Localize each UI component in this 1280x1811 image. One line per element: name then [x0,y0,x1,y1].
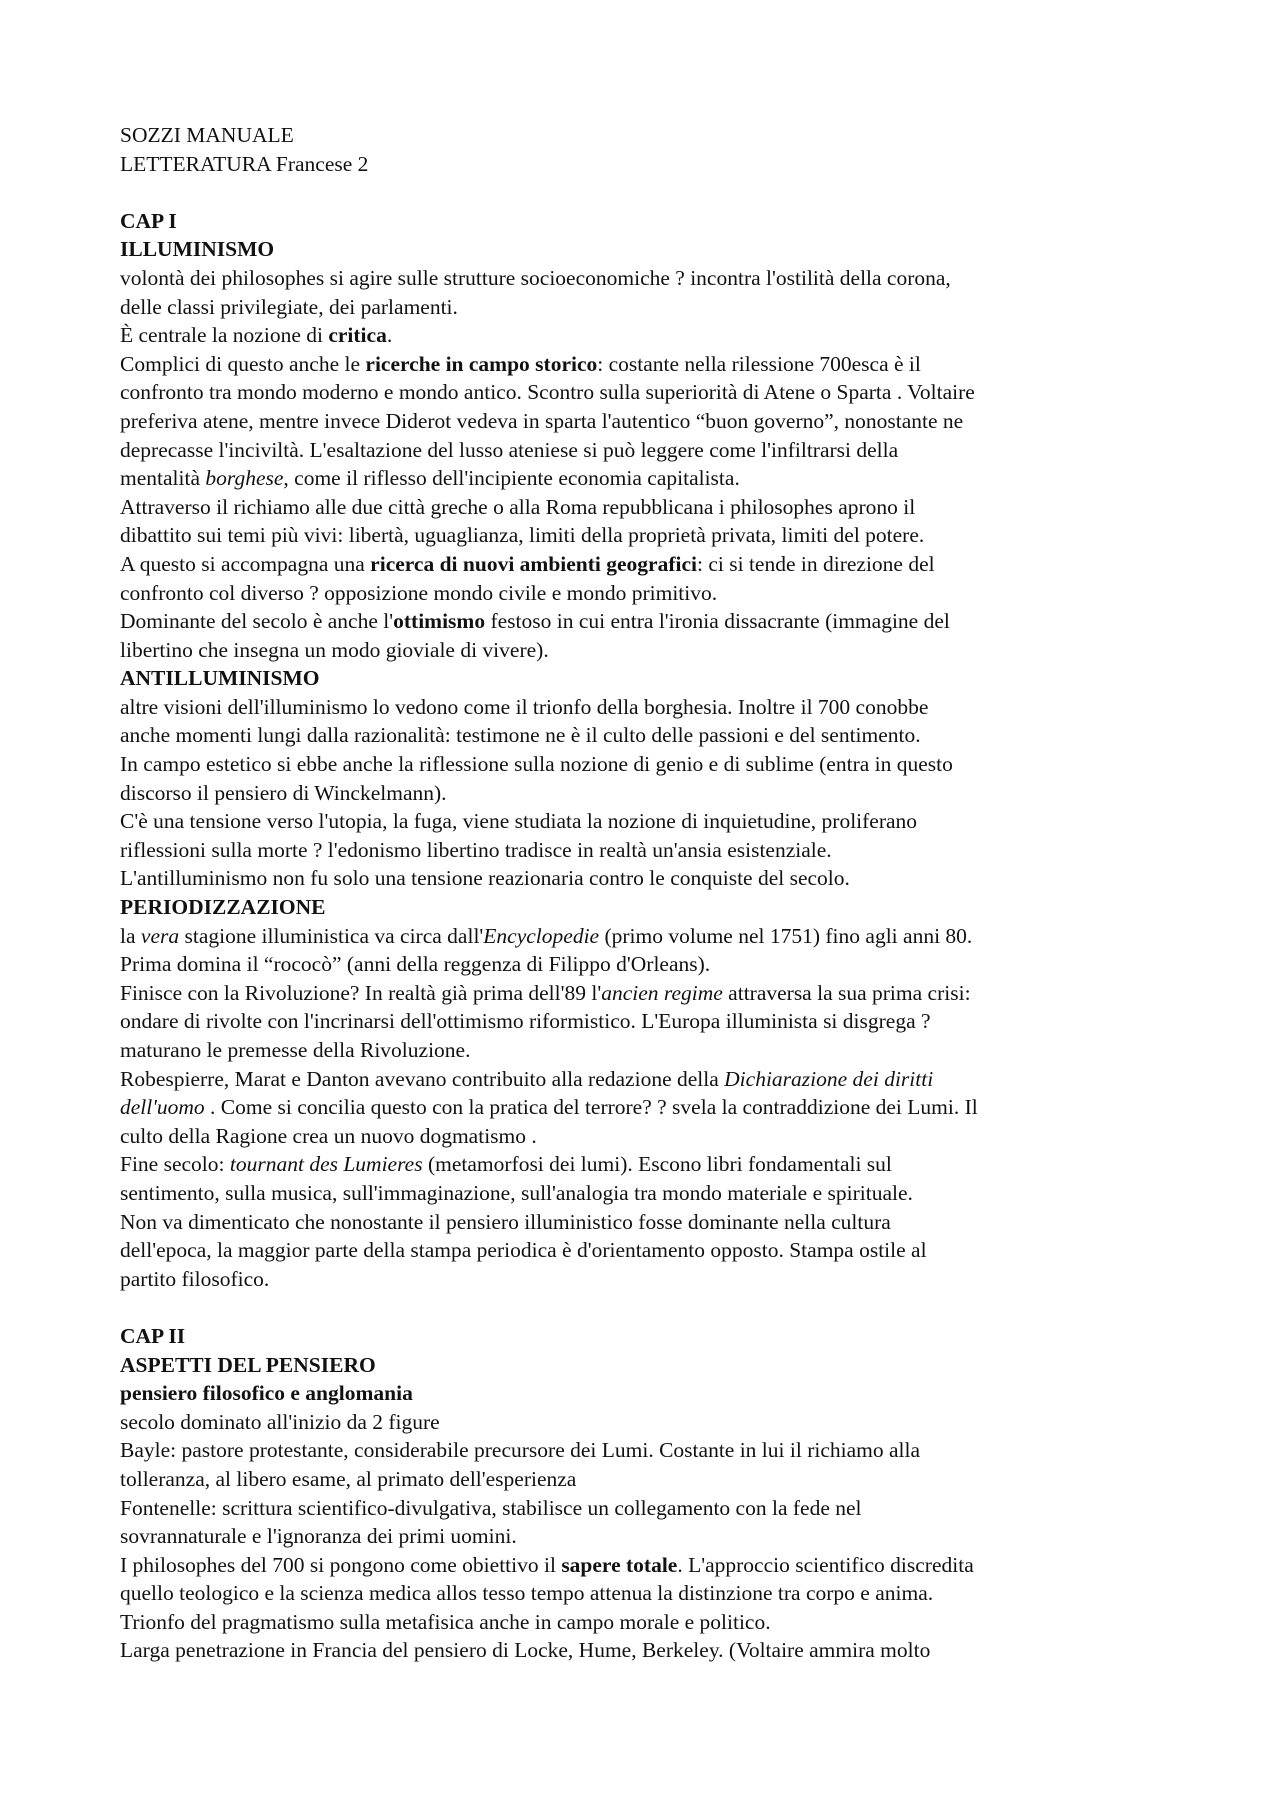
blank-line [120,1293,1180,1322]
section-heading-illuminismo: ILLUMINISMO [120,237,275,262]
paragraph-line: delle classi privilegiate, dei parlamenti. [120,294,458,319]
paragraph-line: riflessioni sulla morte ? l'edonismo libertino tradisce in realtà un'ansia esistenziale. [120,837,832,862]
paragraph-line: deprecasse l'inciviltà. L'esaltazione del lusso ateniese si può leggere come l'infiltrarsi della [120,437,899,462]
paragraph-line: Fontenelle: scrittura scientifico-divulgativa, stabilisce un collegamento con la fede nel [120,1495,862,1520]
blank-line [120,178,1180,207]
chapter-heading-cap-ii: CAP II [120,1323,186,1348]
chapter-heading-cap-i: CAP I [120,208,177,233]
paragraph-line: secolo dominato all'inizio da 2 figure [120,1409,440,1434]
subsection-heading-pensiero-filosofico: pensiero filosofico e anglomania [120,1381,413,1406]
italic-term: Dichiarazione dei diritti [724,1066,934,1091]
paragraph-line: confronto col diverso ? opposizione mondo civile e mondo primitivo. [120,580,718,605]
paragraph-line: Robespierre, Marat e Danton avevano contribuito alla redazione della Dichiarazione dei diritti [120,1066,934,1091]
paragraph-line: Finisce con la Rivoluzione? In realtà già prima dell'89 l'ancien regime attraversa la sua prima crisi: [120,980,971,1005]
paragraph-line: Complici di questo anche le ricerche in campo storico: costante nella rilessione 700esca è il [120,351,921,376]
paragraph-line: Bayle: pastore protestante, considerabile precursore dei Lumi. Costante in lui il richiamo alla [120,1438,921,1463]
paragraph-line: dibattito sui temi più vivi: libertà, uguaglianza, limiti della proprietà privata, limiti del potere. [120,523,925,548]
doc-title-line-2: LETTERATURA Francese 2 [120,151,369,176]
italic-term: ancien regime [601,980,723,1005]
paragraph-line: Prima domina il “rococò” (anni della reggenza di Filippo d'Orleans). [120,952,711,977]
paragraph-line: tolleranza, al libero esame, al primato dell'esperienza [120,1466,577,1491]
paragraph-line: Trionfo del pragmatismo sulla metafisica anche in campo morale e politico. [120,1609,771,1634]
paragraph-line: dell'epoca, la maggior parte della stampa periodica è d'orientamento opposto. Stampa ostile al [120,1238,927,1263]
bold-term: critica [328,323,387,348]
paragraph-line: Non va dimenticato che nonostante il pensiero illuministico fosse dominante nella cultura [120,1209,891,1234]
italic-term: Encyclopedie [483,923,600,948]
paragraph-line: L'antilluminismo non fu solo una tensione reazionaria contro le conquiste del secolo. [120,866,850,891]
bold-term: ricerche in campo storico [365,351,598,376]
paragraph-line: sovrannaturale e l'ignoranza dei primi uomini. [120,1524,517,1549]
paragraph-line: confronto tra mondo moderno e mondo antico. Scontro sulla superiorità di Atene o Sparta . Voltaire [120,380,975,405]
bold-term: ottimismo [393,609,486,634]
paragraph-line: A questo si accompagna una ricerca di nuovi ambienti geografici: ci si tende in direzione del [120,551,935,576]
doc-title-line-1: SOZZI MANUALE [120,123,294,147]
paragraph-line: Attraverso il richiamo alle due città greche o alla Roma repubblicana i philosophes aprono il [120,494,916,519]
section-heading-antilluminismo: ANTILLUMINISMO [120,666,320,691]
paragraph-line: È centrale la nozione di critica. [120,323,393,348]
paragraph-line: Larga penetrazione in Francia del pensiero di Locke, Hume, Berkeley. (Voltaire ammira molto [120,1638,931,1663]
paragraph-line: preferiva atene, mentre invece Diderot vedeva in sparta l'autentico “buon governo”, nonostante ne [120,408,964,433]
section-heading-aspetti-del-pensiero: ASPETTI DEL PENSIERO [120,1352,376,1377]
paragraph-line: Dominante del secolo è anche l'ottimismo festoso in cui entra l'ironia dissacrante (immagine del [120,609,950,634]
italic-term: dell'uomo [120,1095,205,1120]
italic-term: vera [140,923,180,948]
paragraph-line: volontà dei philosophes si agire sulle strutture socioeconomiche ? incontra l'ostilità della corona, [120,265,951,290]
paragraph-line: Fine secolo: tournant des Lumieres (metamorfosi dei lumi). Escono libri fondamentali sul [120,1152,892,1177]
document-page [120,121,1180,1665]
paragraph-line: dell'uomo . Come si concilia questo con la pratica del terrore? ? svela la contraddizione dei Lumi. Il [120,1095,978,1120]
paragraph-line: ondare di rivolte con l'incrinarsi dell'ottimismo riformistico. L'Europa illuminista si disgrega ? [120,1009,931,1034]
bold-term: ricerca di nuovi ambienti geografici [370,551,697,576]
italic-term: borghese [205,466,284,491]
paragraph-line: la vera stagione illuministica va circa dall'Encyclopedie (primo volume nel 1751) fino agli anni 80. [120,923,973,948]
paragraph-line: libertino che insegna un modo gioviale di vivere). [120,637,549,662]
paragraph-line: sentimento, sulla musica, sull'immaginazione, sull'analogia tra mondo materiale e spirituale. [120,1180,913,1205]
paragraph-line: In campo estetico si ebbe anche la riflessione sulla nozione di genio e di sublime (entra in questo [120,752,953,777]
paragraph-line: mentalità borghese, come il riflesso dell'incipiente economia capitalista. [120,466,740,491]
paragraph-line: partito filosofico. [120,1266,270,1291]
paragraph-line: anche momenti lungi dalla razionalità: testimone ne è il culto delle passioni e del sentimento. [120,723,921,748]
italic-term: tournant des Lumieres [229,1152,423,1177]
paragraph-line: discorso il pensiero di Winckelmann). [120,780,447,805]
paragraph-line: altre visioni dell'illuminismo lo vedono come il trionfo della borghesia. Inoltre il 700 conobbe [120,694,929,719]
bold-term: sapere totale [561,1552,678,1577]
section-heading-periodizzazione: PERIODIZZAZIONE [120,895,326,920]
paragraph-line: maturano le premesse della Rivoluzione. [120,1038,471,1062]
paragraph-line: culto della Ragione crea un nuovo dogmatismo . [120,1123,537,1148]
paragraph-line: I philosophes del 700 si pongono come obiettivo il sapere totale. L'approccio scientifico discredita [120,1552,974,1577]
paragraph-line: quello teologico e la scienza medica allos tesso tempo attenua la distinzione tra corpo e anima. [120,1581,934,1606]
paragraph-line: C'è una tensione verso l'utopia, la fuga, viene studiata la nozione di inquietudine, proliferano [120,809,918,834]
